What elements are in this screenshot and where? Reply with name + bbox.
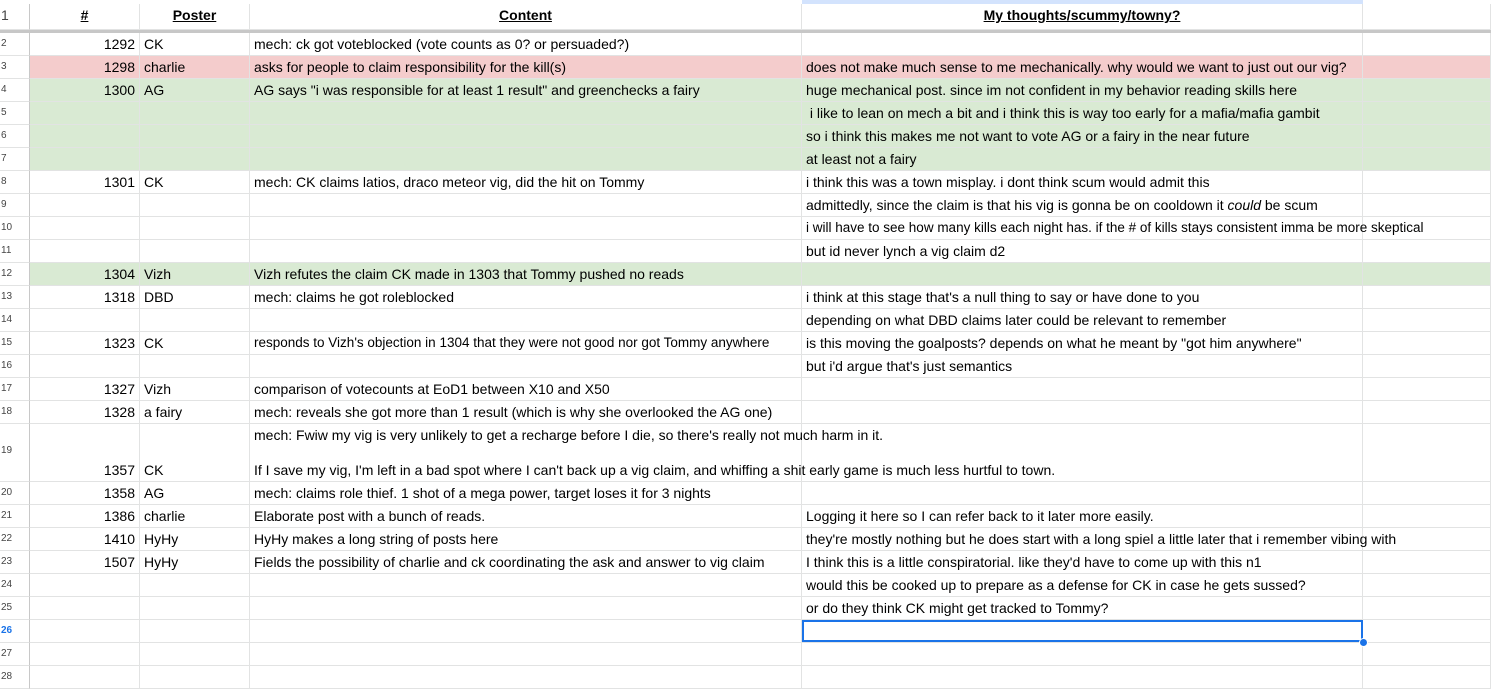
post-number-cell[interactable]: 1358: [30, 482, 140, 505]
poster-cell[interactable]: [140, 643, 250, 666]
table-row: [0, 125, 1491, 148]
table-row: [0, 528, 1491, 551]
table-row: [0, 263, 1491, 286]
empty-cell[interactable]: [1363, 332, 1491, 355]
thoughts-cell[interactable]: [802, 33, 1363, 56]
thoughts-cell[interactable]: is this moving the goalposts? depends on what he meant by "got him anywhere": [802, 332, 1363, 355]
post-number-cell[interactable]: 1327: [30, 378, 140, 401]
row-header[interactable]: 4: [0, 79, 30, 102]
poster-cell[interactable]: HyHy: [140, 528, 250, 551]
poster-cell[interactable]: Vizh: [140, 378, 250, 401]
poster-cell[interactable]: CK: [140, 33, 250, 56]
post-number-cell[interactable]: 1301: [30, 171, 140, 194]
row-header[interactable]: 21: [0, 505, 30, 528]
poster-cell[interactable]: a fairy: [140, 401, 250, 424]
post-number-cell[interactable]: 1357: [30, 424, 140, 482]
poster-cell[interactable]: [140, 125, 250, 148]
empty-cell[interactable]: [1363, 148, 1491, 171]
row-header[interactable]: 15: [0, 332, 30, 355]
empty-cell[interactable]: [1363, 528, 1491, 551]
poster-cell[interactable]: AG: [140, 482, 250, 505]
post-number-cell[interactable]: [30, 125, 140, 148]
row-header[interactable]: 12: [0, 263, 30, 286]
header-content[interactable]: Content: [250, 4, 802, 30]
content-cell[interactable]: mech: claims role thief. 1 shot of a mega power, target loses it for 3 nights: [250, 482, 802, 505]
content-cell[interactable]: [250, 217, 802, 240]
fill-handle[interactable]: [1359, 638, 1368, 647]
table-row: [0, 643, 1491, 666]
content-line: If I save my vig, I'm left in a bad spot where I can't back up a vig claim, and whiffing a shit early game is much less hurtful to town.: [254, 462, 1056, 478]
thoughts-cell[interactable]: [802, 482, 1363, 505]
empty-cell[interactable]: [1363, 56, 1491, 79]
row-header[interactable]: 22: [0, 528, 30, 551]
row-header[interactable]: 25: [0, 597, 30, 620]
table-row: [0, 102, 1491, 125]
thoughts-cell[interactable]: [802, 378, 1363, 401]
post-number-cell[interactable]: [30, 643, 140, 666]
content-cell[interactable]: Vizh refutes the claim CK made in 1303 that Tommy pushed no reads: [250, 263, 802, 286]
content-cell[interactable]: [250, 240, 802, 263]
header-poster[interactable]: Poster: [140, 4, 250, 30]
content-cell[interactable]: [250, 424, 1056, 482]
row-header-active[interactable]: 26: [0, 620, 30, 643]
row-header[interactable]: 14: [0, 309, 30, 332]
thoughts-cell[interactable]: so i think this makes me not want to vote AG or a fairy in the near future: [802, 125, 1363, 148]
content-cell[interactable]: mech: reveals she got more than 1 result (which is why she overlooked the AG one): [250, 401, 802, 424]
post-number-cell[interactable]: 1323: [30, 332, 140, 355]
table-row: [0, 355, 1491, 378]
post-number-cell[interactable]: [30, 597, 140, 620]
post-number-cell[interactable]: [30, 194, 140, 217]
content-cell[interactable]: [250, 666, 802, 689]
empty-cell[interactable]: [1363, 620, 1491, 643]
content-cell[interactable]: [250, 620, 802, 643]
table-row: [0, 424, 1491, 482]
content-cell[interactable]: [250, 309, 802, 332]
post-number-cell[interactable]: 1386: [30, 505, 140, 528]
row-header[interactable]: 16: [0, 355, 30, 378]
thoughts-cell[interactable]: [802, 194, 1363, 217]
empty-cell[interactable]: [1363, 171, 1491, 194]
poster-cell[interactable]: [140, 309, 250, 332]
post-number-cell[interactable]: [30, 148, 140, 171]
content-cell[interactable]: responds to Vizh's objection in 1304 that they were not good nor got Tommy anywhere: [250, 332, 802, 355]
poster-cell[interactable]: [140, 597, 250, 620]
row-header[interactable]: 2: [0, 33, 30, 56]
row-header[interactable]: 27: [0, 643, 30, 666]
poster-cell[interactable]: CK: [140, 332, 250, 355]
row-header[interactable]: 20: [0, 482, 30, 505]
empty-cell[interactable]: [1363, 125, 1491, 148]
thoughts-cell[interactable]: but id never lynch a vig claim d2: [802, 240, 1363, 263]
thoughts-cell[interactable]: [802, 424, 1363, 482]
table-row: [0, 240, 1491, 263]
table-row: [0, 309, 1491, 332]
poster-cell[interactable]: [140, 355, 250, 378]
table-row: [0, 482, 1491, 505]
post-number-cell[interactable]: [30, 309, 140, 332]
empty-cell[interactable]: [1363, 286, 1491, 309]
poster-cell[interactable]: [140, 666, 250, 689]
thoughts-cell[interactable]: [802, 401, 1363, 424]
empty-cell[interactable]: [1363, 194, 1491, 217]
header-thoughts[interactable]: My thoughts/scummy/towny?: [802, 4, 1363, 30]
thoughts-cell[interactable]: i think at this stage that's a null thing to say or have done to you: [802, 286, 1363, 309]
poster-cell[interactable]: [140, 102, 250, 125]
content-cell[interactable]: HyHy makes a long string of posts here: [250, 528, 802, 551]
post-number-cell[interactable]: [30, 666, 140, 689]
table-row: [0, 217, 1491, 240]
poster-cell[interactable]: CK: [140, 424, 250, 482]
empty-cell[interactable]: [1363, 79, 1491, 102]
empty-cell[interactable]: [1363, 551, 1491, 574]
content-cell[interactable]: mech: claims he got roleblocked: [250, 286, 802, 309]
thoughts-cell[interactable]: does not make much sense to me mechanically. why would we want to just out our vig?: [802, 56, 1363, 79]
thoughts-cell[interactable]: i will have to see how many kills each night has. if the # of kills stays consistent imma be more skeptical: [802, 217, 1363, 240]
poster-cell[interactable]: [140, 148, 250, 171]
thoughts-cell[interactable]: i think this was a town misplay. i dont think scum would admit this: [802, 171, 1363, 194]
empty-cell[interactable]: [1363, 102, 1491, 125]
post-number-cell[interactable]: [30, 102, 140, 125]
content-line: mech: Fwiw my vig is very unlikely to get a recharge before I die, so there's really not much harm in it.: [254, 427, 884, 443]
poster-cell[interactable]: charlie: [140, 505, 250, 528]
empty-cell[interactable]: [1363, 309, 1491, 332]
post-number-cell[interactable]: 1328: [30, 401, 140, 424]
content-cell[interactable]: mech: ck got voteblocked (vote counts as 0? or persuaded?): [250, 33, 802, 56]
header-number[interactable]: #: [30, 4, 140, 30]
poster-cell[interactable]: charlie: [140, 56, 250, 79]
row-header[interactable]: 23: [0, 551, 30, 574]
table-row: [0, 148, 1491, 171]
content-cell[interactable]: asks for people to claim responsibility for the kill(s): [250, 56, 802, 79]
empty-cell[interactable]: [1363, 574, 1491, 597]
thoughts-cell[interactable]: but i'd argue that's just semantics: [802, 355, 1363, 378]
row-header[interactable]: 19: [0, 424, 30, 482]
empty-cell[interactable]: [1363, 401, 1491, 424]
post-number-cell[interactable]: 1300: [30, 79, 140, 102]
poster-cell[interactable]: [140, 217, 250, 240]
row-header[interactable]: 10: [0, 217, 30, 240]
post-number-cell[interactable]: 1318: [30, 286, 140, 309]
empty-cell[interactable]: [1363, 666, 1491, 689]
row-header[interactable]: 11: [0, 240, 30, 263]
table-row: [0, 286, 1491, 309]
thoughts-cell[interactable]: [802, 263, 1363, 286]
thoughts-text: be scum: [1261, 197, 1318, 213]
thoughts-cell[interactable]: [802, 666, 1363, 689]
post-number-cell[interactable]: 1410: [30, 528, 140, 551]
table-row: [0, 33, 1491, 56]
poster-cell[interactable]: [140, 194, 250, 217]
row-header[interactable]: 18: [0, 401, 30, 424]
post-number-cell[interactable]: 1292: [30, 33, 140, 56]
empty-cell[interactable]: [1363, 217, 1491, 240]
post-number-cell[interactable]: [30, 355, 140, 378]
header-row: [0, 4, 1491, 33]
empty-cell[interactable]: [1363, 33, 1491, 56]
empty-cell[interactable]: [1363, 4, 1491, 30]
content-cell[interactable]: [250, 355, 802, 378]
content-cell[interactable]: mech: CK claims latios, draco meteor vig, did the hit on Tommy: [250, 171, 802, 194]
thoughts-emphasis: could: [1227, 197, 1261, 213]
table-row: [0, 551, 1491, 574]
thoughts-cell[interactable]: or do they think CK might get tracked to Tommy?: [802, 597, 1363, 620]
row-header[interactable]: 6: [0, 125, 30, 148]
thoughts-cell[interactable]: I think this is a little conspiratorial. like they'd have to come up with this n1: [802, 551, 1363, 574]
empty-cell[interactable]: [1363, 378, 1491, 401]
thoughts-cell[interactable]: at least not a fairy: [802, 148, 1363, 171]
content-cell[interactable]: AG says "i was responsible for at least 1 result" and greenchecks a fairy: [250, 79, 802, 102]
table-row: [0, 574, 1491, 597]
post-number-cell[interactable]: [30, 240, 140, 263]
thoughts-cell[interactable]: they're mostly nothing but he does start with a long spiel a little later that i remember vibing with: [802, 528, 1363, 551]
post-number-cell[interactable]: [30, 217, 140, 240]
post-number-cell[interactable]: 1298: [30, 56, 140, 79]
table-row: [0, 171, 1491, 194]
poster-cell[interactable]: DBD: [140, 286, 250, 309]
table-row: [0, 194, 1491, 217]
row-header[interactable]: 7: [0, 148, 30, 171]
thoughts-cell[interactable]: [802, 643, 1363, 666]
table-row: [0, 505, 1491, 528]
content-cell[interactable]: [250, 102, 802, 125]
thoughts-cell[interactable]: would this be cooked up to prepare as a defense for CK in case he gets sussed?: [802, 574, 1363, 597]
empty-cell[interactable]: [1363, 482, 1491, 505]
row-header[interactable]: 5: [0, 102, 30, 125]
empty-cell[interactable]: [1363, 424, 1491, 482]
row-header[interactable]: 8: [0, 171, 30, 194]
poster-cell[interactable]: [140, 240, 250, 263]
empty-cell[interactable]: [1363, 240, 1491, 263]
poster-cell[interactable]: Vizh: [140, 263, 250, 286]
thoughts-cell[interactable]: huge mechanical post. since im not confident in my behavior reading skills here: [802, 79, 1363, 102]
table-row: [0, 401, 1491, 424]
table-row: [0, 56, 1491, 79]
content-cell[interactable]: Elaborate post with a bunch of reads.: [250, 505, 802, 528]
post-number-cell[interactable]: 1507: [30, 551, 140, 574]
content-cell[interactable]: Fields the possibility of charlie and ck coordinating the ask and answer to vig claim: [250, 551, 802, 574]
poster-cell[interactable]: CK: [140, 171, 250, 194]
table-row: [0, 79, 1491, 102]
cell-selection-border[interactable]: [802, 620, 1363, 642]
empty-cell[interactable]: [1363, 643, 1491, 666]
row-header[interactable]: 13: [0, 286, 30, 309]
content-cell[interactable]: comparison of votecounts at EoD1 between X10 and X50: [250, 378, 802, 401]
post-number-cell[interactable]: [30, 574, 140, 597]
content-cell[interactable]: [250, 194, 802, 217]
empty-cell[interactable]: [1363, 263, 1491, 286]
poster-cell[interactable]: HyHy: [140, 551, 250, 574]
thoughts-cell[interactable]: i like to lean on mech a bit and i think this is way too early for a mafia/mafia gambit: [802, 102, 1363, 125]
row-header[interactable]: 17: [0, 378, 30, 401]
poster-cell[interactable]: [140, 620, 250, 643]
content-cell[interactable]: [250, 574, 802, 597]
post-number-cell[interactable]: [30, 620, 140, 643]
thoughts-text: admittedly, since the claim is that his vig is gonna be on cooldown it: [806, 197, 1228, 213]
empty-cell[interactable]: [1363, 597, 1491, 620]
empty-cell[interactable]: [1363, 355, 1491, 378]
content-cell[interactable]: [250, 148, 802, 171]
table-row: [0, 666, 1491, 689]
empty-cell[interactable]: [1363, 505, 1491, 528]
poster-cell[interactable]: AG: [140, 79, 250, 102]
table-row: [0, 332, 1491, 355]
thoughts-cell[interactable]: Logging it here so I can refer back to it later more easily.: [802, 505, 1363, 528]
row-header[interactable]: 1: [0, 4, 30, 30]
row-header[interactable]: 28: [0, 666, 30, 689]
row-header[interactable]: 9: [0, 194, 30, 217]
content-cell[interactable]: [250, 643, 802, 666]
content-cell[interactable]: [250, 125, 802, 148]
post-number-cell[interactable]: 1304: [30, 263, 140, 286]
thoughts-cell[interactable]: depending on what DBD claims later could be relevant to remember: [802, 309, 1363, 332]
table-row: [0, 597, 1491, 620]
row-header[interactable]: 24: [0, 574, 30, 597]
table-row: [0, 378, 1491, 401]
poster-cell[interactable]: [140, 574, 250, 597]
row-header[interactable]: 3: [0, 56, 30, 79]
content-cell[interactable]: [250, 597, 802, 620]
